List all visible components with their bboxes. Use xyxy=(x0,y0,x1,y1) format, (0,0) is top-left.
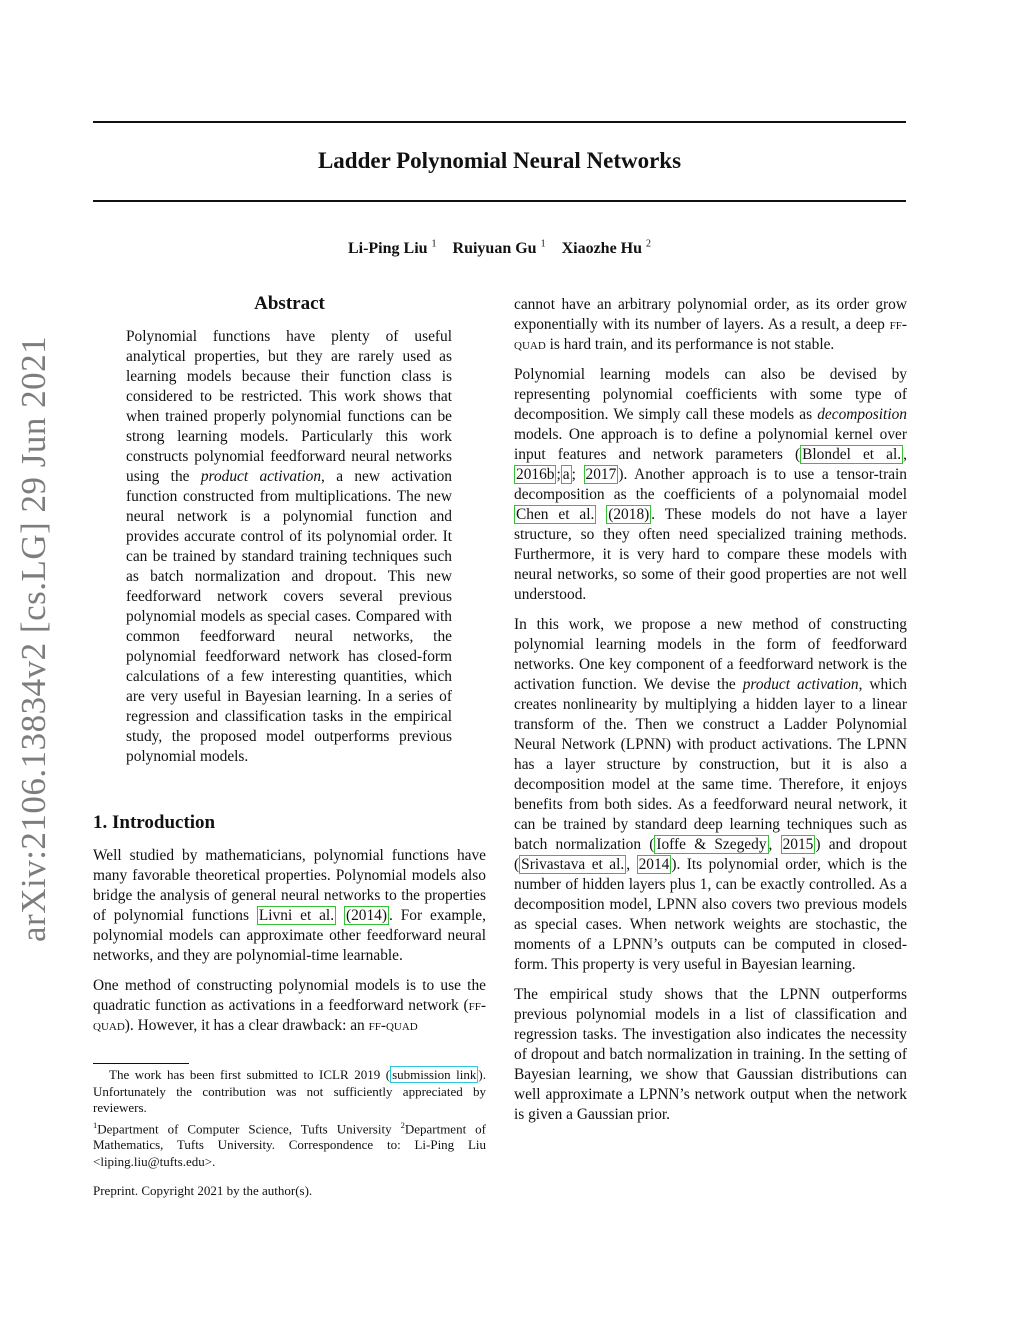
footnote-text: Department of Computer Science, Tufts University xyxy=(97,1120,401,1136)
body-text: In this work, we propose a new method of constructing polynomial learning models in the form of feedforward networks. One key component of a feedforward network is the activation function. We devise the xyxy=(514,616,907,693)
body-text: Well studied by mathematicians, polynomial functions have many favorable theoretical properties. Polynomial models also bridge the analysis of general neural networks to the properties of polynomial functions xyxy=(93,847,486,924)
abstract-heading: Abstract xyxy=(254,293,325,314)
citation-link[interactable]: (2018) xyxy=(608,506,650,523)
submission-link[interactable]: submission link xyxy=(392,1067,477,1082)
citation-link[interactable]: Livni et al. xyxy=(258,907,335,924)
citation-link[interactable]: Chen et al. xyxy=(516,506,595,523)
footnote-1 xyxy=(93,1067,486,1117)
citation-link[interactable]: 2014 xyxy=(638,856,670,873)
body-text: ). Its polynomial order, which is the number of hidden layers plus 1, can be exactly controlled. As a decomposition model, LPNN also covers two previous models as special cases. When network weights are stochastic, the moments of a LPNN’s outputs can be computed in closed-form. This property is very useful in Bayesian learning. xyxy=(514,856,907,973)
citation-link[interactable]: Blondel et al. xyxy=(802,446,902,463)
paper-title: Ladder Polynomial Neural Networks xyxy=(317,148,682,173)
body-text: is hard train, and its performance is not stable. xyxy=(545,336,835,353)
footnote-text: Department of Mathematics, Tufts University. Correspondence to: Li-Ping Liu <liping.liu@tufts.edu>. xyxy=(93,1120,486,1169)
section-heading-introduction: 1. Introduction xyxy=(93,812,216,833)
emphasis: product activation xyxy=(200,468,322,485)
footnotes xyxy=(93,1067,486,1170)
author xyxy=(562,240,651,257)
separator: , xyxy=(903,446,907,463)
citation-link[interactable]: 2015 xyxy=(782,836,814,853)
author-name: Ruiyuan Gu xyxy=(452,240,537,258)
footnote-affiliations xyxy=(93,1117,486,1171)
right-paragraph-4: The empirical study shows that the LPNN outperforms previous polynomial models in a list of classification and regression tasks. The investigation also indicates the necessity of dropout and batch normalization in training. In the setting of Bayesian learning, we show that Gaussian distributions can well approximate a LPNN’s network output when the network is given a Gaussian prior. xyxy=(514,986,907,1123)
intro-left-column xyxy=(93,846,486,1046)
body-text: ) and dropout ( xyxy=(514,836,908,873)
citation-link[interactable]: Ioffe & Szegedy xyxy=(656,836,767,853)
body-text: cannot have an arbitrary polynomial order, as its order grow exponentially with its number of layers. As a result, a deep xyxy=(514,296,907,333)
emphasis: decomposition xyxy=(817,406,907,423)
body-text: ). Another approach is to use a tensor-train decomposition as the coefficients of a polynomaial model xyxy=(514,466,907,503)
separator: , xyxy=(626,856,637,873)
model-name: ff-quad xyxy=(93,997,486,1034)
footnote-rule xyxy=(93,1063,189,1064)
abstract-body xyxy=(126,327,452,767)
emphasis: product activation xyxy=(742,676,859,693)
separator: ; xyxy=(556,466,561,483)
arxiv-stamp: arXiv:2106.13834v2 [cs.LG] 29 Jun 2021 xyxy=(14,335,53,942)
author-name: Xiaozhe Hu xyxy=(561,240,643,258)
body-text: One method of constructing polynomial models is to use the quadratic function as activations in a feedforward network ( xyxy=(93,977,486,1014)
right-column xyxy=(514,295,907,1135)
body-text: Polynomial learning models can also be devised by representing polynomial coefficients with some type of decomposition. We simply call these models as xyxy=(514,366,907,423)
citation-link[interactable]: (2014) xyxy=(345,907,387,924)
title-rule-top xyxy=(93,121,906,123)
body-text: . These models do not have a layer structure, so they often need specialized training methods. Furthermore, it is very hard to compare these models with neural networks, so some of their good properties are not well understood. xyxy=(514,506,907,603)
abstract-paragraph xyxy=(126,327,452,767)
citation-link[interactable]: Srivastava et al. xyxy=(521,856,625,873)
citation-link[interactable]: 2016b xyxy=(516,466,555,483)
body-text: models. One approach is to define a polynomial kernel over input features and network parameters ( xyxy=(514,426,907,463)
separator: ; xyxy=(571,466,584,483)
title-rule-bottom xyxy=(93,200,906,202)
body-text: . For example, polynomial models can approximate other feedforward neural networks, and they are polynomial-time learnable. xyxy=(93,907,486,964)
body-text: ). However, it has a clear drawback: an xyxy=(124,1017,369,1034)
affiliation-marker: 2 xyxy=(400,1119,405,1130)
right-paragraph-1 xyxy=(514,295,907,355)
author-name: Li-Ping Liu xyxy=(347,240,428,258)
intro-paragraph-2 xyxy=(93,976,486,1036)
body-text: , which creates nonlinearity by multiplying a hidden layer to a linear transform of the. Then we construct a Ladder Polynomial Neural Network (LPNN) with product activations. The LPNN has a layer structure by construction, but it is also a decomposition model at the same time. Therefore, it enjoys benefits from both sides. As a feedforward neural network, it can be trained by standard deep learning techniques such as batch normalization ( xyxy=(514,676,908,853)
model-name: ff-quad xyxy=(514,316,907,353)
author-affiliation: 1 xyxy=(431,239,437,250)
citation-link[interactable]: 2017 xyxy=(585,466,617,483)
citation-link[interactable]: a xyxy=(562,466,570,483)
footnote-text: The work has been first submitted to ICLR 2019 ( xyxy=(109,1067,391,1082)
intro-paragraph-1 xyxy=(93,846,486,966)
model-name: ff-quad xyxy=(368,1017,418,1034)
abstract-text: Polynomial functions have plenty of useful analytical properties, but they are rarely used as learning models because their function class is considered to be restricted. This work shows that when trained properly polynomial functions can be strong learning models. Particularly this work constructs polynomial feedforward neural networks using the xyxy=(126,328,452,485)
author-list xyxy=(93,234,906,260)
right-paragraph-3 xyxy=(514,615,907,975)
abstract-text: , a new activation function constructed from multiplications. The new neural network is a polynomial function and provides accurate control of its polynomial order. It can be trained by standard training techniques such as batch normalization and dropout. This new feedforward network covers several previous polynomial models as special cases. Compared with common feedforward neural networks, the polynomial feedforward network has closed-form calculations of a few interesting quantities, which are very useful in Bayesian learning. In a series of regression and classification tasks in the empirical study, the proposed model outperforms previous polynomial models. xyxy=(126,468,453,765)
author-affiliation: 2 xyxy=(646,239,652,250)
author-affiliation: 1 xyxy=(540,239,546,250)
author xyxy=(453,240,546,257)
right-paragraph-2 xyxy=(514,365,907,605)
footnote-text: ). Unfortunately the contribution was not sufficiently appreciated by reviewers. xyxy=(93,1067,486,1115)
separator xyxy=(596,506,606,523)
separator: , xyxy=(768,836,781,853)
preprint-notice: Preprint. Copyright 2021 by the author(s). xyxy=(93,1183,313,1198)
author xyxy=(348,240,437,257)
affiliation-marker: 1 xyxy=(93,1119,98,1130)
